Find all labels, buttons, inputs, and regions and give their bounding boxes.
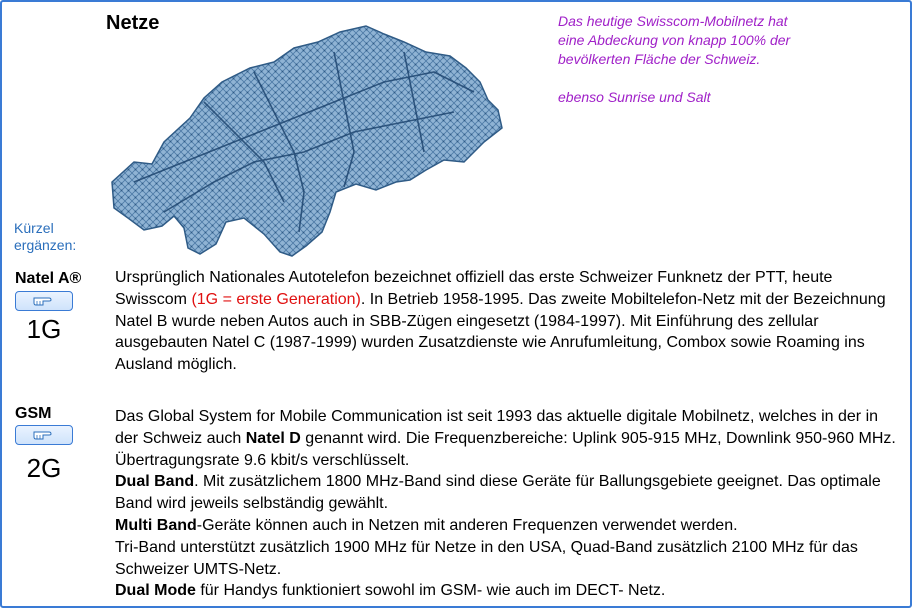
generation-1g: 1G [26,314,62,344]
hint-line-2: ergänzen: [14,237,77,253]
gsm-dual-mode-label: Dual Mode [115,582,196,600]
natel-a-button[interactable] [15,291,73,311]
competitors-note: ebenso Sunrise und Salt [558,89,711,105]
natel-a-text-b: . In Betrieb 1958-1995. Das zweite Mobiltelefon-Netz mit der Bezeichnung Natel B wurde neben Autos auch in SBB-Zügen eingesetzt (1984-1997). Mit Einführung des zellular ausgebauten Natel C (1987-1999) wurden Zusatzdienste wie Anrufumleitung, Combox sowie Roaming ins Ausland möglich. [115,290,886,374]
gsm-p1-b: genannt wird. Die Frequenzbereiche: Uplink 905-915 MHz, Downlink 950-960 MHz. Übertragungsrate 9.6 kbit/s verschlüsselt. [115,429,896,469]
abbreviation-hint [14,220,76,254]
gsm-dual-band-text: . Mit zusätzlichem 1800 MHz-Band sind diese Geräte für Ballungsgebiete geeignet. Das optimale Band wird jeweils selbständig gewählt. [115,473,881,513]
gsm-dual-mode-text: für Handys funktioniert sowohl im GSM- wie auch im DECT- Netz. [195,582,666,600]
coverage-note-text: Das heutige Swisscom-Mobilnetz hat eine Abdeckung von knapp 100% der bevölkerten Fläche der Schweiz. [558,13,791,67]
natel-a-description [115,267,905,376]
gsm-description [115,406,905,602]
gsm-tri-band-text: Tri-Band unterstützt zusätzlich 1900 MHz für Netze in den USA, Quad-Band zusätzlich 2100 MHz für das Schweizer UMTS-Netz. [115,538,858,578]
gsm-p1-bold: Natel D [245,429,301,447]
natel-a-highlight: (1G = erste Generation) [191,290,361,308]
pointing-hand-icon [31,295,57,307]
switzerland-network-map [104,12,508,264]
gsm-p1-a: Das Global System for Mobile Communication ist seit 1993 das aktuelle digitale Mobilnetz, welches in der in der Schweiz auch [115,408,879,447]
gsm-dual-band-label: Dual Band [115,473,195,491]
page-title: Netze [106,12,160,34]
gsm-button[interactable] [15,425,73,445]
natel-a-label: Natel A® [15,270,82,287]
gsm-multi-band-text: -Geräte können auch in Netzen mit anderen Frequenzen verwendet werden. [196,516,738,534]
gsm-multi-band-label: Multi Band [115,516,197,534]
pointing-hand-icon [31,429,57,441]
hint-line-1: Kürzel [14,220,54,236]
generation-2g: 2G [26,453,62,483]
natel-a-text-a: Ursprünglich Nationales Autotelefon bezeichnet offiziell das erste Schweizer Funknetz der PTT, heute Swisscom [115,269,833,308]
gsm-label: GSM [15,405,52,422]
coverage-note [558,12,808,107]
